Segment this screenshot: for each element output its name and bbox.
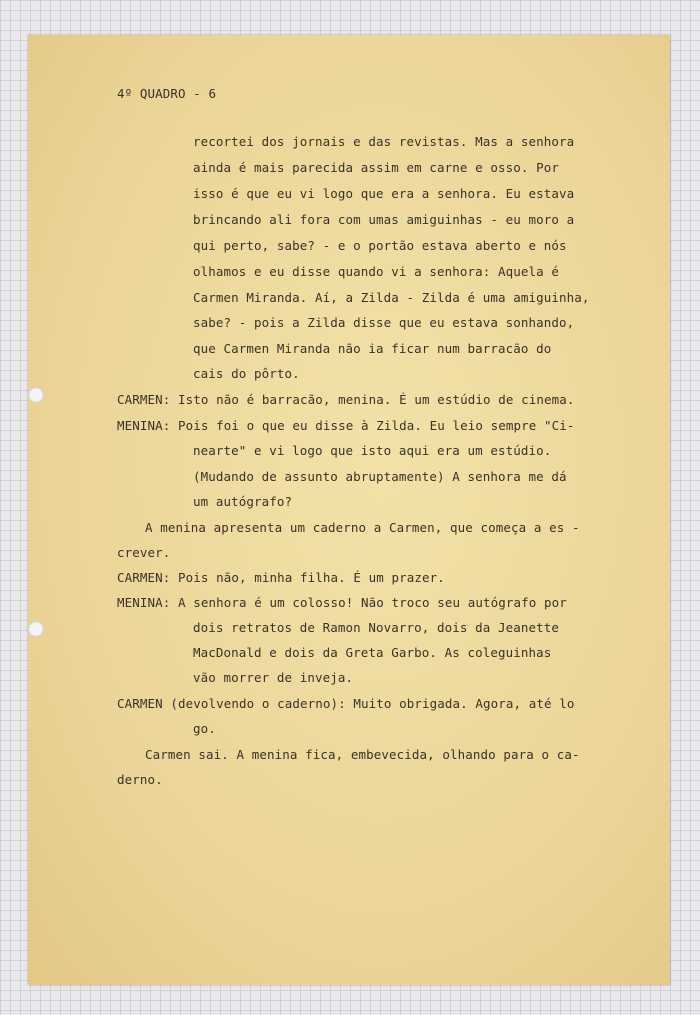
dialogue-line-menina: MENINA: A senhora é um colosso! Não troco seu autógrafo por [117,595,567,610]
text-line: olhamos e eu disse quando vi a senhora: Aquela é [193,264,560,279]
binder-hole-bottom [28,621,44,637]
text-line: (Mudando de assunto abruptamente) A senhora me dá [193,469,567,484]
text-line: nearte" e vi logo que isto aqui era um estúdio. [193,443,552,458]
text-line: recortei dos jornais e das revistas. Mas a senhora [193,134,575,149]
stage-direction: derno. [117,772,163,787]
text-line: sabe? - pois a Zilda disse que eu estava sonhando, [193,315,575,330]
text-line: cais do pôrto. [193,366,300,381]
text-line: vão morrer de inveja. [193,670,354,685]
stage-direction: A menina apresenta um caderno a Carmen, que começa a es - [145,520,580,535]
text-line: ainda é mais parecida assim em carne e osso. Por [193,160,560,175]
typewritten-page [28,35,670,985]
text-line: que Carmen Miranda não ia ficar num barracão do [193,341,552,356]
text-line: brincando ali fora com umas amiguinhas - eu moro a [193,212,575,227]
page-header: 4º QUADRO - 6 [117,86,217,101]
stage-direction: crever. [117,545,171,560]
text-line: isso é que eu vi logo que era a senhora. Eu estava [193,186,575,201]
dialogue-line-carmen: CARMEN: Isto não é barracão, menina. É um estúdio de cinema. [117,392,575,407]
dialogue-line-carmen: CARMEN (devolvendo o caderno): Muito obrigada. Agora, até lo [117,696,575,711]
text-line: dois retratos de Ramon Novarro, dois da Jeanette [193,620,560,635]
stage-direction: Carmen sai. A menina fica, embevecida, olhando para o ca- [145,747,580,762]
text-line: go. [193,721,216,736]
dialogue-line-carmen: CARMEN: Pois não, minha filha. É um prazer. [117,570,445,585]
text-line: um autógrafo? [193,494,293,509]
dialogue-line-menina: MENINA: Pois foi o que eu disse à Zilda. Eu leio sempre "Ci- [117,418,575,433]
binder-hole-top [28,387,44,403]
text-line: Carmen Miranda. Aí, a Zilda - Zilda é uma amiguinha, [193,290,590,305]
text-line: MacDonald e dois da Greta Garbo. As coleguinhas [193,645,552,660]
text-line: qui perto, sabe? - e o portão estava aberto e nós [193,238,567,253]
